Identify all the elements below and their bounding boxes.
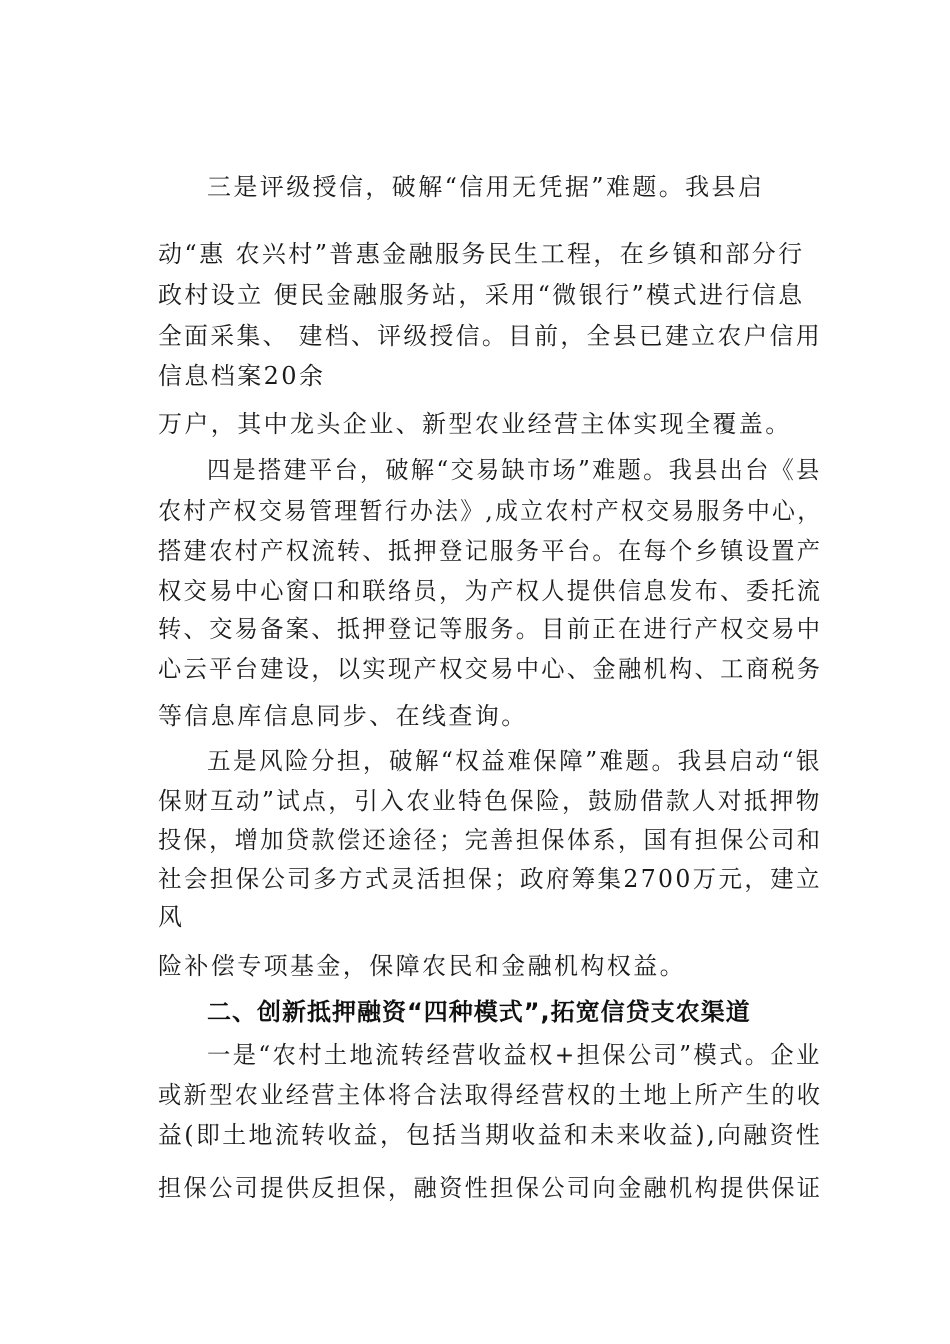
paragraph-4-line-5: 转、交易备案、抵押登记等服务。目前正在进行产权交易中 (158, 615, 823, 643)
paragraph-4-line-1: 四是搭建平台，破解“交易缺市场”难题。我县出台《县 (207, 456, 822, 484)
paragraph-6-line-1: 一是“农村土地流转经营收益权+担保公司”模式。企业 (207, 1041, 822, 1069)
paragraph-3-line-6: 万户，其中龙头企业、新型农业经营主体实现全覆盖。 (158, 410, 792, 438)
paragraph-5-line-5: 风 (158, 903, 185, 931)
paragraph-6-line-2: 或新型农业经营主体将合法取得经营权的土地上所产生的收 (158, 1081, 823, 1109)
paragraph-4-line-7: 等信息库信息同步、在线查询。 (158, 702, 528, 730)
paragraph-3-line-1: 三是评级授信，破解“信用无凭据”难题。我县启 (207, 173, 765, 201)
paragraph-4-line-6: 心云平台建设，以实现产权交易中心、金融机构、工商税务 (158, 655, 823, 683)
paragraph-4-line-4: 权交易中心窗口和联络员，为产权人提供信息发布、委托流 (158, 577, 823, 605)
paragraph-4-line-3: 搭建农村产权流转、抵押登记服务平台。在每个乡镇设置产 (158, 537, 823, 565)
paragraph-4-line-2: 农村产权交易管理暂行办法》,成立农村产权交易服务中心， (158, 497, 823, 525)
paragraph-6-line-3: 益(即土地流转收益，包括当期收益和未来收益),向融资性 (158, 1121, 823, 1149)
paragraph-3-line-2: 动“惠 农兴村”普惠金融服务民生工程，在乡镇和部分行 (158, 240, 805, 268)
paragraph-3-line-3: 政村设立 便民金融服务站，采用“微银行”模式进行信息 (158, 281, 805, 309)
paragraph-5-line-2: 保财互动”试点，引入农业特色保险，鼓励借款人对抵押物 (158, 787, 822, 815)
section-heading: 二、创新抵押融资“四种模式”,拓宽信贷支农渠道 (207, 998, 751, 1026)
paragraph-6-line-4: 担保公司提供反担保，融资性担保公司向金融机构提供保证 (158, 1174, 823, 1202)
paragraph-5-line-3: 投保，增加贷款偿还途径；完善担保体系，国有担保公司和 (158, 826, 823, 854)
paragraph-3-line-4: 全面采集、 建档、评级授信。目前，全县已建立农户信用 (158, 322, 823, 350)
paragraph-5-line-6: 险补偿专项基金，保障农民和金融机构权益。 (158, 952, 686, 980)
paragraph-5-line-4: 社会担保公司多方式灵活担保；政府筹集2700万元，建立 (158, 865, 822, 893)
paragraph-5-line-1: 五是风险分担，破解“权益难保障”难题。我县启动“银 (207, 747, 822, 775)
paragraph-3-line-5: 信息档案20余 (158, 362, 326, 390)
